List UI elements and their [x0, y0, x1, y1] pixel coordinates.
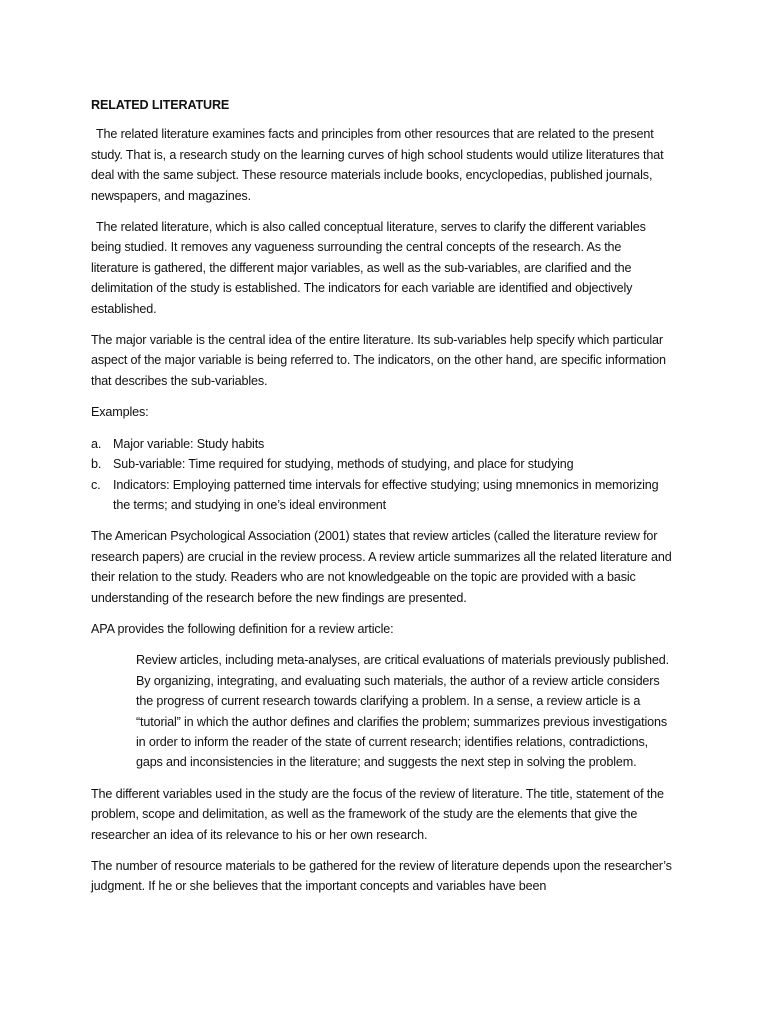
list-item-text: Sub-variable: Time required for studying, methods of studying, and place for studying: [113, 457, 574, 472]
paragraph-conceptual-literature: The related literature, which is also called conceptual literature, serves to clarify the different variables being studied. It removes any vagueness surrounding the central concepts of the research. As the literature is gathered, the different major variables, as well as the sub-variables, are clarified and the delimitation of the study is established. The indicators for each variable are identified and objectively established.: [91, 220, 646, 316]
paragraph-variables-focus: The different variables used in the study are the focus of the review of literature. The title, statement of the problem, scope and delimitation, as well as the framework of the study are the elements that give the researcher an idea of its relevance to his or her own research.: [91, 786, 664, 842]
paragraph-major-variable: The major variable is the central idea of the entire literature. Its sub-variables help specify which particular aspect of the major variable is being referred to. The indicators, on the other hand, are specific information that describes the sub-variables.: [91, 333, 666, 388]
list-item: [91, 434, 672, 454]
paragraph-apa-definition-intro: APA provides the following definition for a review article:: [91, 621, 394, 636]
list-item: [91, 454, 672, 474]
list-item-text: Indicators: Employing patterned time intervals for effective studying; using mnemonics in memorizing the terms; and studying in one’s ideal environment: [113, 477, 659, 512]
list-item-text: Major variable: Study habits: [113, 436, 265, 451]
list-marker: a.: [91, 436, 102, 451]
paragraph-apa: The American Psychological Association (2001) states that review articles (called the literature review for research papers) are crucial in the review process. A review article summarizes all the related literature and their relation to the study. Readers who are not knowledgeable on the topic are provided with a basic understanding of the research before the new findings are presented.: [91, 529, 672, 605]
examples-list: [91, 434, 672, 516]
list-marker: c.: [91, 477, 101, 492]
paragraph-resource-count: The number of resource materials to be gathered for the review of literature depends upon the researcher’s judgment. If he or she believes that the important concepts and variables have been: [91, 859, 672, 894]
list-item: [91, 475, 672, 516]
block-quote: Review articles, including meta-analyses, are critical evaluations of materials previously published. By organizing, integrating, and evaluating such materials, the author of a review article considers the progress of current research towards clarifying a problem. In a sense, a review article is a “tutorial” in which the author defines and clarifies the problem; summarizes previous investigations in order to inform the reader of the state of current research; identifies relations, contradictions, gaps and inconsistencies in the literature; and suggests the next step in solving the problem.: [136, 653, 669, 770]
list-marker: b.: [91, 457, 102, 472]
examples-label: Examples:: [91, 405, 149, 420]
paragraph-intro: The related literature examines facts and principles from other resources that are related to the present study. That is, a research study on the learning curves of high school students would utilize literatures that deal with the same subject. These resource materials include books, encyclopedias, published journals, newspapers, and magazines.: [91, 127, 664, 203]
document-heading: RELATED LITERATURE: [91, 98, 230, 112]
